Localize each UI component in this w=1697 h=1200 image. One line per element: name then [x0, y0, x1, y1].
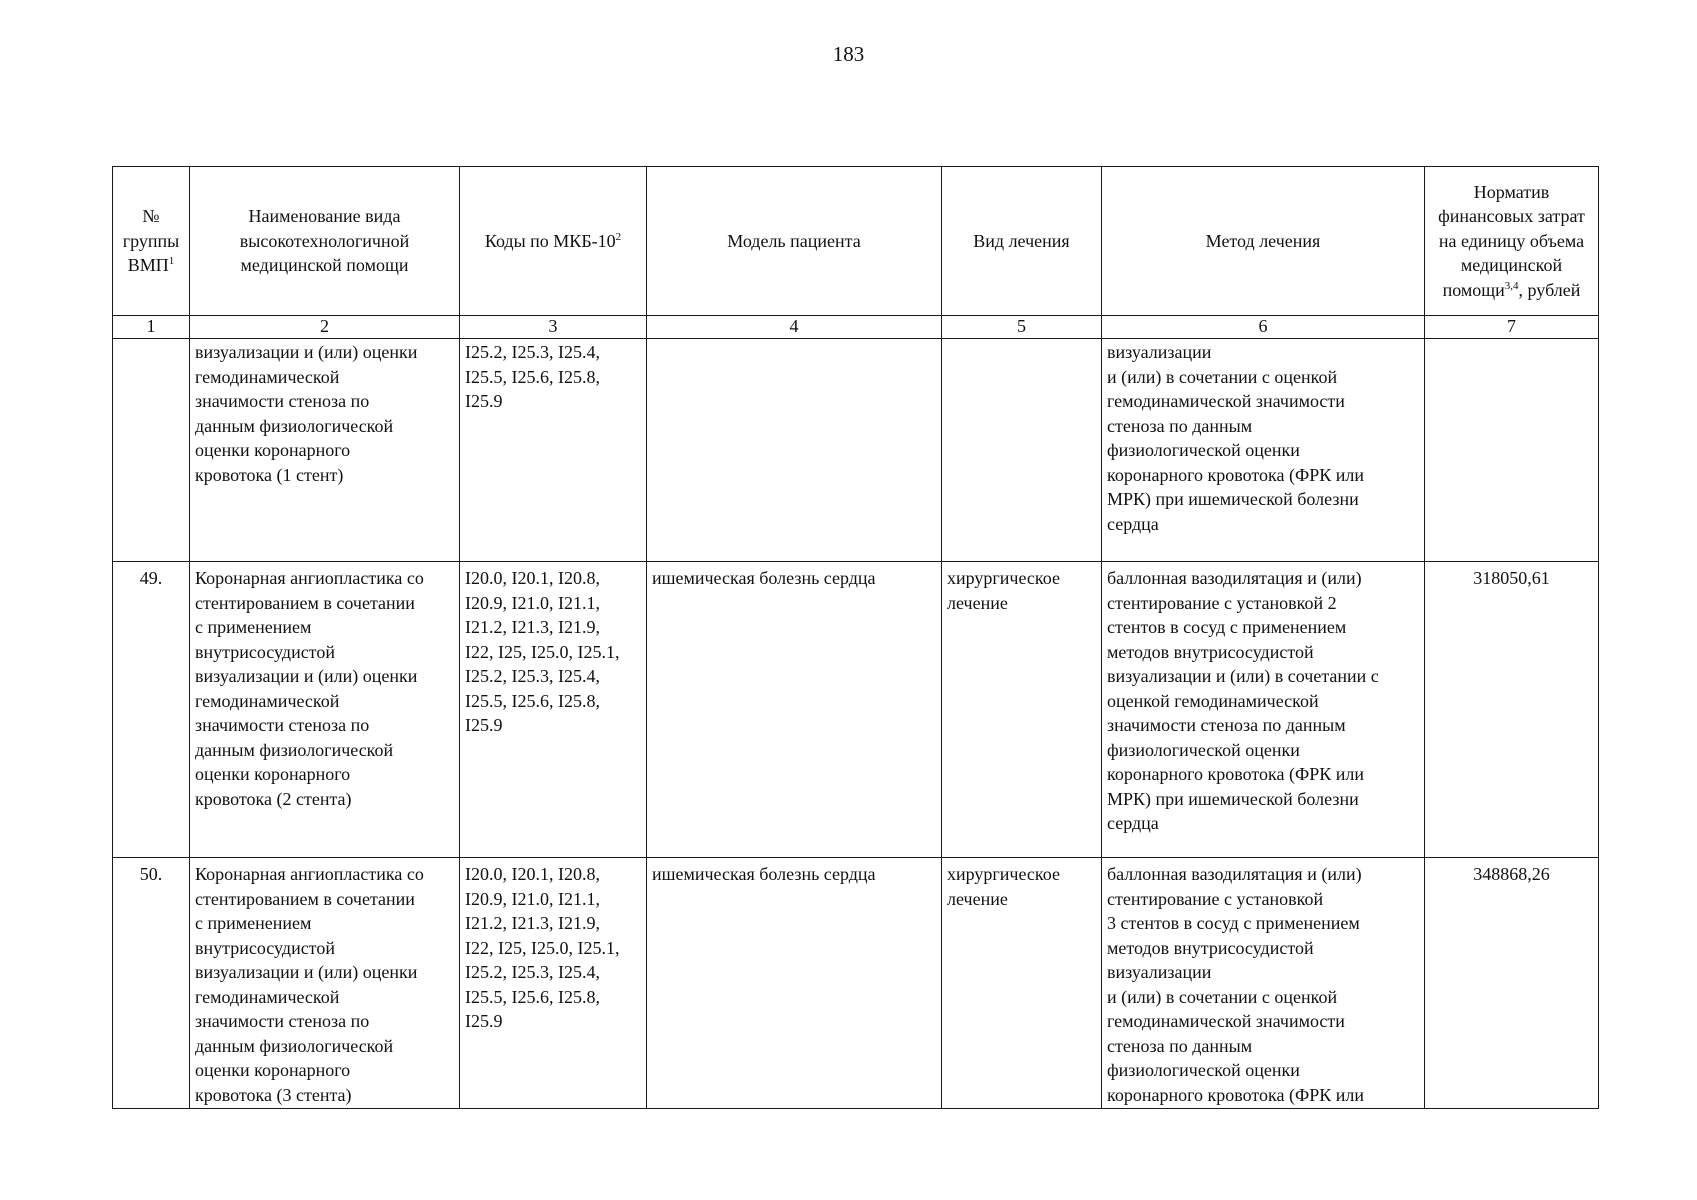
column-number: 2 [190, 316, 460, 339]
column-number: 7 [1425, 316, 1599, 339]
cell-group-no: 49. [113, 562, 190, 858]
page-number: 183 [832, 42, 865, 66]
cell-codes: I25.2, I25.3, I25.4, I25.5, I25.6, I25.8, I25.9 [460, 339, 647, 562]
header-patient-model: Модель пациента [647, 167, 942, 316]
header-treatment-type: Вид лечения [942, 167, 1102, 316]
cell-norm [1425, 339, 1599, 562]
cell-treatment-type [942, 339, 1102, 562]
cell-treatment-type: хирургическое лечение [942, 858, 1102, 1109]
column-number: 6 [1102, 316, 1425, 339]
header-norm [1425, 167, 1599, 316]
column-number: 1 [113, 316, 190, 339]
header-method: Метод лечения [1102, 167, 1425, 316]
cell-patient-model: ишемическая болезнь сердца [647, 858, 942, 1109]
column-number: 3 [460, 316, 647, 339]
header-group-no-footnote: 1 [168, 255, 175, 268]
vmp-table [112, 166, 1599, 1109]
cell-codes: I20.0, I20.1, I20.8, I20.9, I21.0, I21.1, I21.2, I21.3, I21.9, I22, I25, I25.0, I25.1, I25.2, I25.3, I25.4, I25.5, I25.6, I25.8, I25.9 [460, 858, 647, 1109]
header-group-no [113, 167, 190, 316]
header-codes [460, 167, 647, 316]
header-norm-suffix: , рублей [1518, 279, 1581, 300]
header-row [113, 167, 1599, 316]
cell-name: визуализации и (или) оценки гемодинамической значимости стеноза по данным физиологической оценки коронарного кровотока (1 стент) [190, 339, 460, 562]
table-row [113, 858, 1599, 1109]
cell-norm: 318050,61 [1425, 562, 1599, 858]
cell-method: баллонная вазодилятация и (или) стентирование с установкой 2 стентов в сосуд с применением методов внутрисосудистой визуализации и (или) в сочетании с оценкой гемодинамической значимости стеноза по данным физиологической оценки коронарного кровотока (ФРК или МРК) при ишемической болезни сердца [1102, 562, 1425, 858]
cell-norm: 348868,26 [1425, 858, 1599, 1109]
cell-patient-model [647, 339, 942, 562]
cell-name: Коронарная ангиопластика со стентированием в сочетании с применением внутрисосудистой визуализации и (или) оценки гемодинамической значимости стеноза по данным физиологической оценки коронарного кровотока (3 стента) [190, 858, 460, 1109]
cell-group-no [113, 339, 190, 562]
cell-name: Коронарная ангиопластика со стентированием в сочетании с применением внутрисосудистой визуализации и (или) оценки гемодинамической значимости стеноза по данным физиологической оценки коронарного кровотока (2 стента) [190, 562, 460, 858]
column-number: 5 [942, 316, 1102, 339]
cell-method: баллонная вазодилятация и (или) стентирование с установкой 3 стентов в сосуд с применением методов внутрисосудистой визуализации и (или) в сочетании с оценкой гемодинамической значимости стеноза по данным физиологической оценки коронарного кровотока (ФРК или [1102, 858, 1425, 1109]
column-number: 4 [647, 316, 942, 339]
cell-treatment-type: хирургическое лечение [942, 562, 1102, 858]
header-name: Наименование вида высокотехнологичной медицинской помощи [190, 167, 460, 316]
table-row [113, 562, 1599, 858]
cell-codes: I20.0, I20.1, I20.8, I20.9, I21.0, I21.1, I21.2, I21.3, I21.9, I22, I25, I25.0, I25.1, I25.2, I25.3, I25.4, I25.5, I25.6, I25.8, I25.9 [460, 562, 647, 858]
header-group-no-text: № группы ВМП [122, 206, 180, 276]
cell-method: визуализации и (или) в сочетании с оценкой гемодинамической значимости стеноза по данным физиологической оценки коронарного кровотока (ФРК или МРК) при ишемической болезни сердца [1102, 339, 1425, 562]
cell-patient-model: ишемическая болезнь сердца [647, 562, 942, 858]
header-norm-text: Норматив финансовых затрат на единицу объема медицинской помощи [1438, 181, 1585, 300]
header-norm-footnote: 3,4 [1504, 279, 1519, 292]
header-codes-footnote: 2 [615, 230, 622, 243]
table-row [113, 339, 1599, 562]
cell-group-no: 50. [113, 858, 190, 1109]
column-number-row [113, 316, 1599, 339]
header-codes-text: Коды по МКБ-10 [484, 230, 616, 251]
